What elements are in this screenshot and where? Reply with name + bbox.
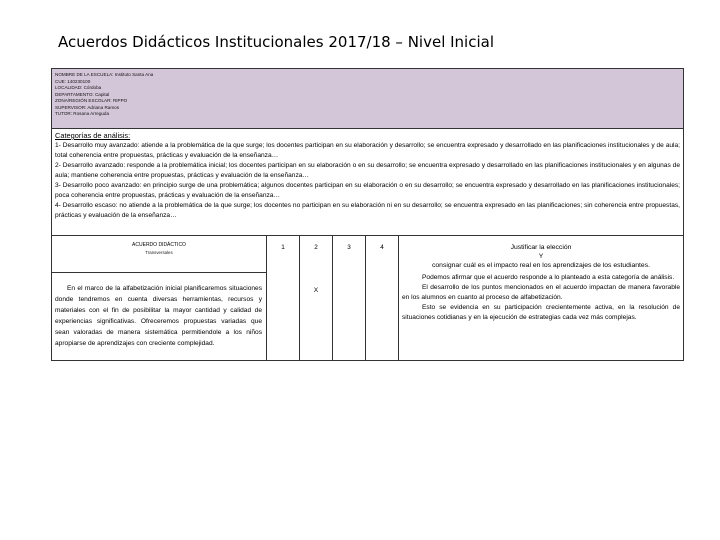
- justification-paragraph: Esto se evidencia en su participación crecientemente activa, en la resolución de situaciones cotidianas y en la ejecución de estrategias cada vez más complejas.: [402, 304, 680, 321]
- school-info-line: TUTOR: Rosana Arreguda: [55, 111, 110, 116]
- page-title: Acuerdos Didácticos Institucionales 2017/18 – Nivel Inicial: [58, 33, 495, 51]
- justification-column: [399, 236, 683, 360]
- rating-label: 2: [314, 244, 318, 251]
- justification-text: [399, 273, 683, 323]
- school-info-line: SUPERVISOR: Adriana Ramos: [55, 104, 119, 110]
- school-info-line: ZONA/REGIÓN ESCOLAR: RIPPO: [55, 98, 128, 103]
- justification-header: [399, 236, 683, 273]
- evaluation-table: [52, 236, 683, 360]
- category-item: 4- Desarrollo escaso: no atiende a la problemática de la que surge; los docentes no participan en su elaboración ni en su desarrollo; se encuentra expresado en las planificaciones; sin coherencia entre propuestas, prácticas y evaluación de la enseñanza…: [55, 202, 680, 219]
- category-item: 2- Desarrollo avanzado: responde a la problemática inicial; los docentes participan en su elaboración o en su desarrollo; se encuentra expresado y desarrollado en las planificaciones institucionales y en algunas de aula; mantiene coherencia entre propuestas, prácticas y evaluación de la enseñanza…: [55, 162, 680, 179]
- rating-column-4: [366, 236, 399, 360]
- justification-header-line: Y: [538, 253, 544, 260]
- selected-rating-mark: X: [313, 287, 319, 294]
- justification-paragraph: Podemos afirmar que el acuerdo responde a lo planteado a esta categoría de análisis.: [422, 274, 675, 281]
- categories-heading: Categorías de análisis:: [55, 131, 131, 140]
- school-info-line: CUE: 140230100: [55, 78, 91, 84]
- justification-paragraph: El desarrollo de los puntos mencionados en el acuerdo impactan de manera favorable en los alumnos en cuanto al proceso de alfabetización.: [402, 284, 680, 301]
- analysis-categories: [52, 129, 683, 236]
- justification-header-line: Justificar la elección: [510, 244, 572, 251]
- agreement-header: ACUERDO DIDÁCTICO: [132, 242, 186, 248]
- rating-column-3: [333, 236, 366, 360]
- school-info-box: [52, 69, 683, 129]
- rating-column-2: [300, 236, 333, 360]
- rating-column-1: [267, 236, 300, 360]
- agreement-subheader: Transversales: [145, 250, 173, 255]
- category-item: 1- Desarrollo muy avanzado: atiende a la problemática de la que surge; los docentes participan en su elaboración y desarrollo; se encuentra expresado y desarrollado en las planificaciones institucionales y de aula; total coherencia entre propuestas, prácticas y evaluación de la enseñanza…: [55, 142, 680, 159]
- school-info-line: NOMBRE DE LA ESCUELA: Instituto Santa Ana: [55, 72, 154, 77]
- justification-header-line: consignar cuál es el impacto real en los aprendizajes de los estudiantes.: [431, 262, 650, 269]
- rating-label: 1: [281, 244, 285, 251]
- rating-label: 4: [380, 244, 384, 251]
- agreement-form: [51, 68, 684, 361]
- rating-label: 3: [347, 244, 351, 251]
- agreement-text: En el marco de la alfabetización inicial planificaremos situaciones donde tendremos en cuenta diversas herramientas, recursos y materiales con el fin de posibilitar la mayor cantidad y calidad de experiencias significativas. Ofreceremos propuestas variadas que sean valoradas de manera sistemática permitiendole a los niños apropiarse de aprendizajes con creciente complejidad.: [55, 285, 262, 347]
- agreement-column: [52, 236, 267, 360]
- school-info-line: LOCALIDAD: Córdoba: [55, 85, 102, 90]
- agreement-header-cell: [52, 236, 266, 273]
- school-info-line: DEPARTAMENTO: Capital: [55, 91, 110, 97]
- category-item: 3- Desarrollo poco avanzado: en principio surge de una problemática; algunos docentes participan en su elaboración o en su desarrollo; se encuentra expresado y desarrollado en las planificaciones institucionales; poca coherencia entre propuestas, prácticas y evaluación de la enseñanza…: [55, 182, 680, 199]
